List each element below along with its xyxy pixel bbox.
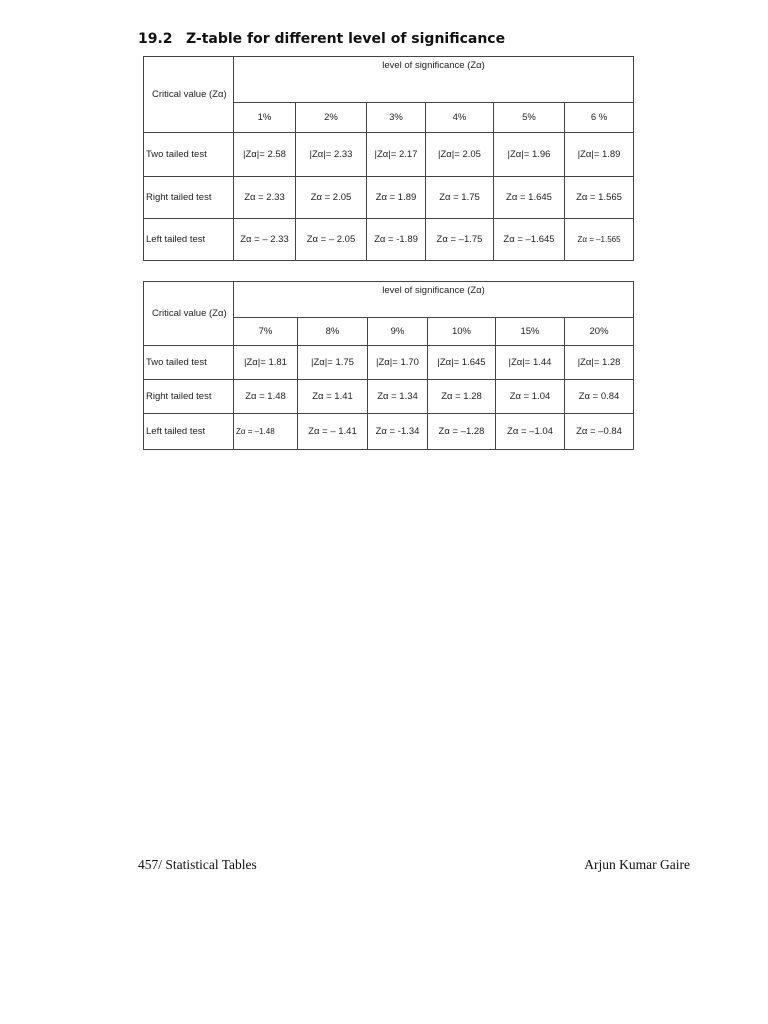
table-cell: Zα = –1.75 <box>426 219 494 261</box>
level-header: 20% <box>565 318 634 346</box>
level-header: 6 % <box>565 103 634 133</box>
table-cell: Zα = 1.28 <box>428 380 496 414</box>
critical-value-header: Critical value (Zα) <box>144 282 234 346</box>
level-header: 4% <box>426 103 494 133</box>
table-row <box>144 414 634 450</box>
table-row <box>144 177 634 219</box>
table-cell: |Zα|= 1.70 <box>368 346 428 380</box>
table-row <box>144 219 634 261</box>
table-row <box>144 346 634 380</box>
table-cell: |Zα|= 1.44 <box>496 346 565 380</box>
section-heading: Z-table for different level of significance <box>186 31 506 47</box>
page-footer-left: 457/ Statistical Tables <box>138 857 257 872</box>
table-cell: Zα = 0.84 <box>565 380 634 414</box>
level-header: 1% <box>234 103 296 133</box>
table-cell: Zα = –1.565 <box>565 219 634 261</box>
table-cell: |Zα|= 2.33 <box>296 133 367 177</box>
table-cell: |Zα|= 1.89 <box>565 133 634 177</box>
table-cell: Zα = – 2.33 <box>234 219 296 261</box>
table-cell: Zα = 1.75 <box>426 177 494 219</box>
table-cell: Zα = 2.05 <box>296 177 367 219</box>
table-cell: Zα = – 1.41 <box>298 414 368 450</box>
level-header: 7% <box>234 318 298 346</box>
section-number: 19.2 <box>138 31 173 47</box>
table-cell: Zα = –0.84 <box>565 414 634 450</box>
table-cell: Zα = –1.645 <box>494 219 565 261</box>
table-cell: Zα = -1.89 <box>367 219 426 261</box>
table-cell: Zα = 1.41 <box>298 380 368 414</box>
table-cell: Zα = –1.28 <box>428 414 496 450</box>
table-cell: |Zα|= 1.81 <box>234 346 298 380</box>
table-cell: Zα = 1.645 <box>494 177 565 219</box>
z-table-1 <box>143 56 634 261</box>
table-cell: |Zα|= 2.05 <box>426 133 494 177</box>
table-cell: |Zα|= 2.58 <box>234 133 296 177</box>
level-header: 15% <box>496 318 565 346</box>
row-label: Right tailed test <box>144 380 234 414</box>
level-of-significance-header: level of significance (Zα) <box>234 282 634 318</box>
level-header: 2% <box>296 103 367 133</box>
table-cell: |Zα|= 1.75 <box>298 346 368 380</box>
row-label: Two tailed test <box>144 346 234 380</box>
table-cell: Zα = –1.04 <box>496 414 565 450</box>
table-cell: |Zα|= 1.96 <box>494 133 565 177</box>
row-label: Left tailed test <box>144 219 234 261</box>
critical-value-header: Critical value (Zα) <box>144 57 234 133</box>
row-label: Right tailed test <box>144 177 234 219</box>
table-row <box>144 133 634 177</box>
table-cell: Zα = – 2.05 <box>296 219 367 261</box>
section-title <box>138 31 505 47</box>
level-header: 10% <box>428 318 496 346</box>
table-cell: Zα = 1.34 <box>368 380 428 414</box>
level-header: 5% <box>494 103 565 133</box>
row-label: Left tailed test <box>144 414 234 450</box>
table-cell: Zα = –1.48 <box>234 414 298 450</box>
level-header: 3% <box>367 103 426 133</box>
table-cell: Zα = 1.89 <box>367 177 426 219</box>
table-cell: Zα = 1.04 <box>496 380 565 414</box>
table-cell: |Zα|= 1.28 <box>565 346 634 380</box>
level-header: 8% <box>298 318 368 346</box>
table-cell: Zα = 2.33 <box>234 177 296 219</box>
table-row <box>144 380 634 414</box>
level-header: 9% <box>368 318 428 346</box>
z-table-2 <box>143 281 634 450</box>
table-cell: |Zα|= 2.17 <box>367 133 426 177</box>
row-label: Two tailed test <box>144 133 234 177</box>
page-footer-right: Arjun Kumar Gaire <box>584 857 690 872</box>
table-cell: |Zα|= 1.645 <box>428 346 496 380</box>
table-cell: Zα = -1.34 <box>368 414 428 450</box>
level-of-significance-header: level of significance (Zα) <box>234 57 634 103</box>
table-cell: Zα = 1.48 <box>234 380 298 414</box>
table-cell: Zα = 1.565 <box>565 177 634 219</box>
